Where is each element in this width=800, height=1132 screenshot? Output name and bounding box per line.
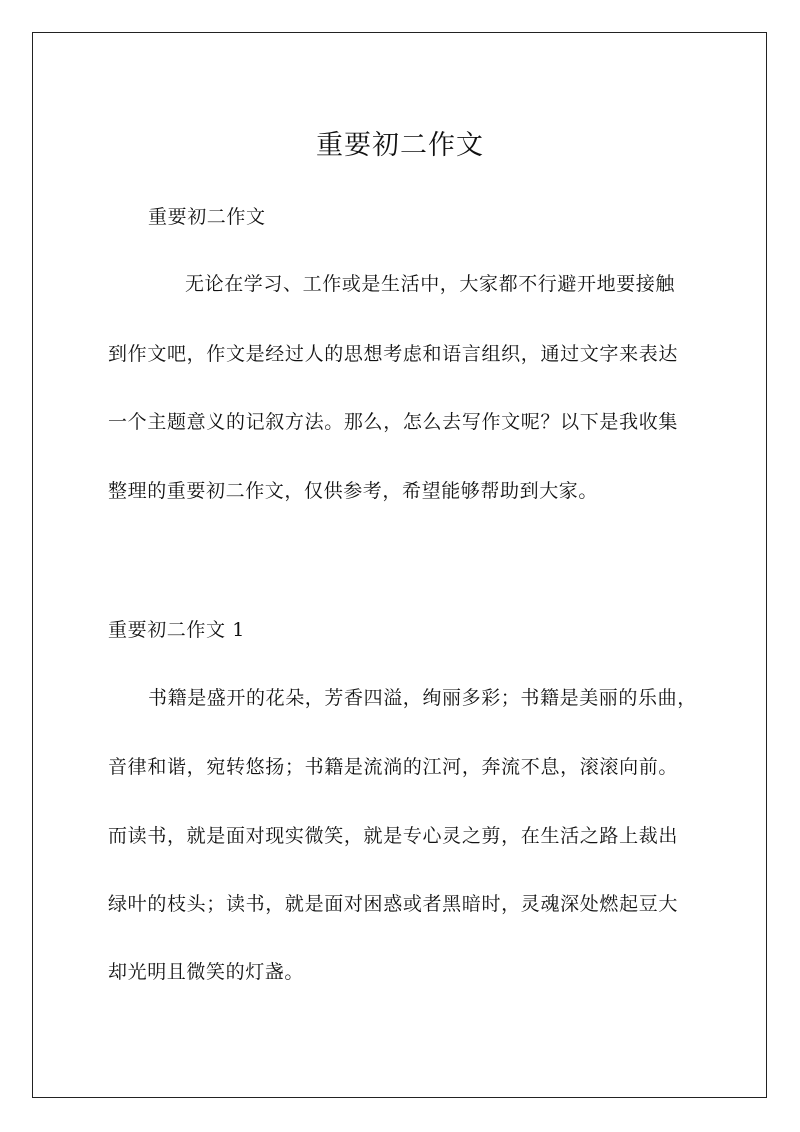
intro-line-4: 整理的重要初二作文，仅供参考，希望能够帮助到大家。 bbox=[108, 480, 599, 502]
body-line-4: 绿叶的枝头；读书，就是面对困惑或者黑暗时，灵魂深处燃起豆大 bbox=[108, 893, 678, 915]
body-line-2: 音律和谐，宛转悠扬；书籍是流淌的江河，奔流不息，滚滚向前。 bbox=[108, 756, 678, 778]
intro-line-3: 一个主题意义的记叙方法。那么，怎么去写作文呢？以下是我收集 bbox=[108, 411, 678, 433]
page-border bbox=[32, 32, 767, 1098]
section-heading: 重要初二作文 1 bbox=[108, 619, 245, 641]
intro-line-1: 无论在学习、工作或是生活中，大家都不行避开地要接触 bbox=[185, 273, 676, 295]
document-title: 重要初二作文 bbox=[316, 130, 484, 161]
body-line-3: 而读书，就是面对现实微笑，就是专心灵之剪，在生活之路上裁出 bbox=[108, 825, 678, 847]
body-line-5: 却光明且微笑的灯盏。 bbox=[108, 961, 305, 983]
document-subtitle: 重要初二作文 bbox=[148, 206, 266, 228]
intro-line-2: 到作文吧，作文是经过人的思想考虑和语言组织，通过文字来表达 bbox=[108, 343, 678, 365]
body-line-1: 书籍是盛开的花朵，芳香四溢，绚丽多彩；书籍是美丽的乐曲， bbox=[148, 687, 697, 709]
